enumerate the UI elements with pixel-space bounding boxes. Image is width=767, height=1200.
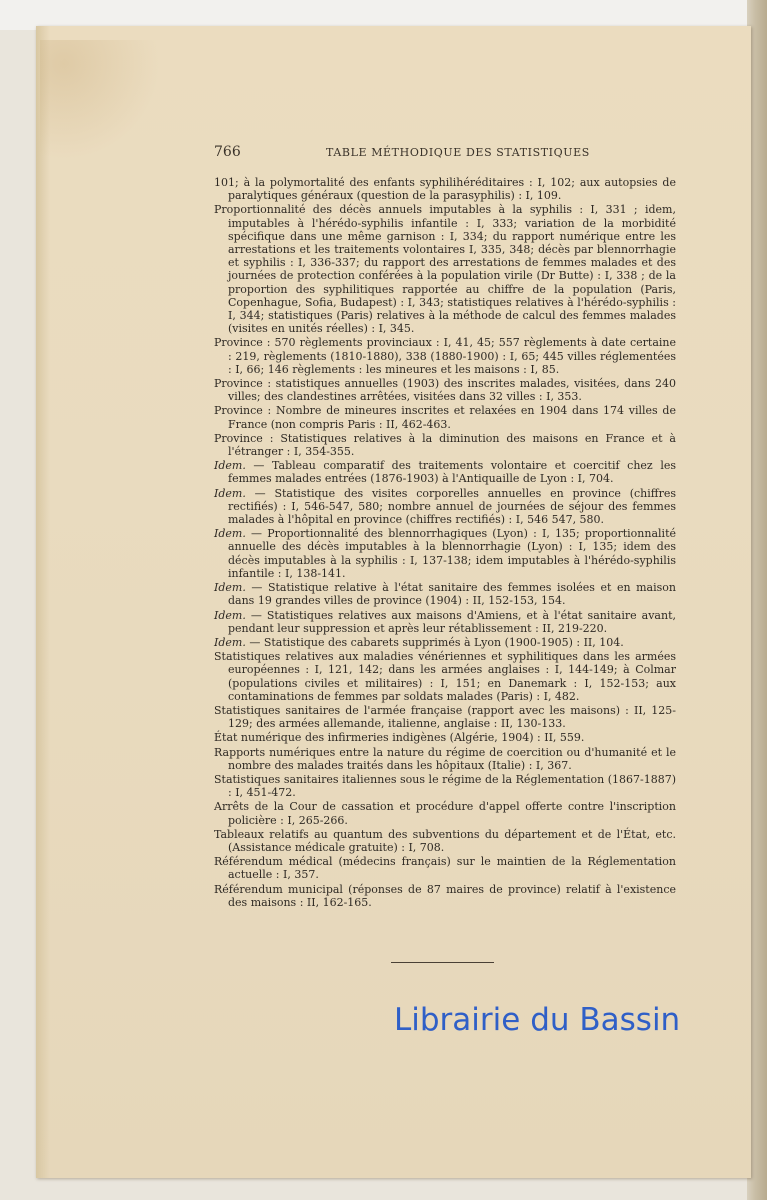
page-binding-shadow [36,26,50,1178]
index-entry [214,377,676,403]
index-entry [214,459,676,485]
entry-text: — Statistique relative à l'état sanitaire des femmes isolées et en maison dans 19 grandes villes de province (1904) : II, 152-153, 154. [228,581,676,608]
entry-text: — Statistique des visites corporelles annuelles en province (chiffres rectifiés) : I, 546-547, 580; nombre annuel de journées de séjour des femmes malades à l'hôpital en province (chiffres rectifiés) : I, 546 547, 580. [228,486,676,527]
entry-lead: Idem. [214,486,246,500]
foxing-stain [40,40,160,160]
index-entry [214,487,676,527]
entry-lead: Idem. [214,608,246,622]
running-title: TABLE MÉTHODIQUE DES STATISTIQUES [326,146,590,159]
index-entry [214,800,676,826]
index-entry [214,176,676,202]
index-entry [214,828,676,854]
index-entry [214,432,676,458]
index-entry [214,581,676,607]
entry-text: Proportionnalité des décès annuels imputables à la syphilis : I, 331 ; idem, imputables à l'hérédo-syphilis infantile : I, 333; variation de la morbidité spécifique dans une même garnison : I, 334; du rapport numérique entre les arrestations et les traitements volontaires I, 335, 348; décès par blennorrhagie et syphilis : I, 336-337; du rapport des arrestations de femmes malades et des journées de protection conférées à la population virile (Dr Butte) : I, 338 ; de la proportion des syphilitiques rapportée au chiffre de la population (Paris, Copenhague, Sofia, Budapest) : I, 343; statistiques relatives à l'hérédo-syphilis : I, 344; statistiques (Paris) relatives à la méthode de calcul des femmes malades (visites en unités réelles) : I, 345. [214,203,676,336]
index-entry [214,883,676,909]
index-entry [214,773,676,799]
entry-text: Province : 570 règlements provinciaux : I, 41, 45; 557 règlements à date certaine : 219, règlements (1810-1880), 338 (1880-1900) : I, 65; 445 villes réglementées : I, 66; 146 règlements : les mineures et les maisons : I, 85. [214,336,676,376]
index-entry [214,731,676,744]
index-entry [214,855,676,881]
entry-text: — Proportionnalité des blennorrhagiques (Lyon) : I, 135; proportionnalité annuelle des décès imputables à la blennorrhagie (Lyon) : I, 135; idem des décès imputables à la syphilis : I, 137-138; idem imputables à l'hérédo-syphilis infantile : I, 138-141. [228,527,676,580]
index-entry [214,609,676,635]
entry-text: Référendum médical (médecins français) sur le maintien de la Réglementation actuelle : I, 357. [214,855,676,882]
index-entries [214,176,676,910]
seller-watermark: Librairie du Bassin [394,1002,681,1038]
index-entry [214,404,676,430]
entry-text: État numérique des infirmeries indigènes (Algérie, 1904) : II, 559. [214,731,585,745]
entry-text: — Statistiques relatives aux maisons d'Amiens, et à l'état sanitaire avant, pendant leur suppression et après leur rétablissement : II, 219-220. [228,608,676,635]
entry-text: Province : Nombre de mineures inscrites et relaxées en 1904 dans 174 villes de France (non compris Paris : II, 462-463. [214,404,676,431]
index-entry [214,527,676,580]
index-entry [214,650,676,703]
entry-text: Référendum municipal (réponses de 87 maires de province) relatif à l'existence des maisons : II, 162-165. [214,882,676,909]
entry-lead: Idem. [214,581,246,595]
entry-text: Statistiques sanitaires de l'armée française (rapport avec les maisons) : II, 125-129; des armées allemande, italienne, anglaise : II, 130-133. [214,703,676,731]
entry-text: 101; à la polymortalité des enfants syphilihéréditaires : I, 102; aux autopsies de paralytiques généraux (question de la parasyphilis) : I, 109. [214,176,676,203]
index-entry [214,336,676,376]
entry-text: Rapports numériques entre la nature du régime de coercition ou d'humanité et le nombre des malades traités dans les hôpitaux (Italie) : I, 367. [214,745,676,772]
entry-text: Province : statistiques annuelles (1903) des inscrites malades, visitées, dans 240 villes; des clandestines arrêtées, visitées dans 32 villes : I, 353. [214,377,676,404]
entry-text: Statistiques relatives aux maladies vénériennes et syphilitiques dans les armées européennes : I, 121, 142; dans les armées anglaises : I, 144-149; à Colmar (populations civiles et militaires) : I, 151; en Danemark : I, 152-153; aux contaminations de femmes par soldats malades (Paris) : I, 482. [214,650,676,703]
page-number: 766 [214,144,241,160]
index-entry [214,746,676,772]
index-entry [214,203,676,335]
page-header [214,146,634,164]
index-entry [214,704,676,730]
entry-text: Tableaux relatifs au quantum des subventions du département et de l'État, etc. (Assistance médicale gratuite) : I, 708. [214,827,676,854]
entry-text: Statistiques sanitaires italiennes sous le régime de la Réglementation (1867-1887) : I, 451-472. [214,772,676,800]
entry-lead: Idem. [214,459,246,473]
entry-text: Arrêts de la Cour de cassation et procédure d'appel offerte contre l'inscription policière : I, 265-266. [214,800,676,827]
index-entry [214,636,676,649]
entry-lead: Idem. [214,527,246,541]
entry-lead: Idem. [214,635,246,649]
end-rule [391,962,494,963]
entry-text: — Statistique des cabarets supprimés à Lyon (1900-1905) : II, 104. [245,635,624,649]
entry-text: — Tableau comparatif des traitements volontaire et coercitif chez les femmes malades entrées (1876-1903) à l'Antiquaille de Lyon : I, 704. [228,459,676,486]
entry-text: Province : Statistiques relatives à la diminution des maisons en France et à l'étranger : I, 354-355. [214,431,676,459]
